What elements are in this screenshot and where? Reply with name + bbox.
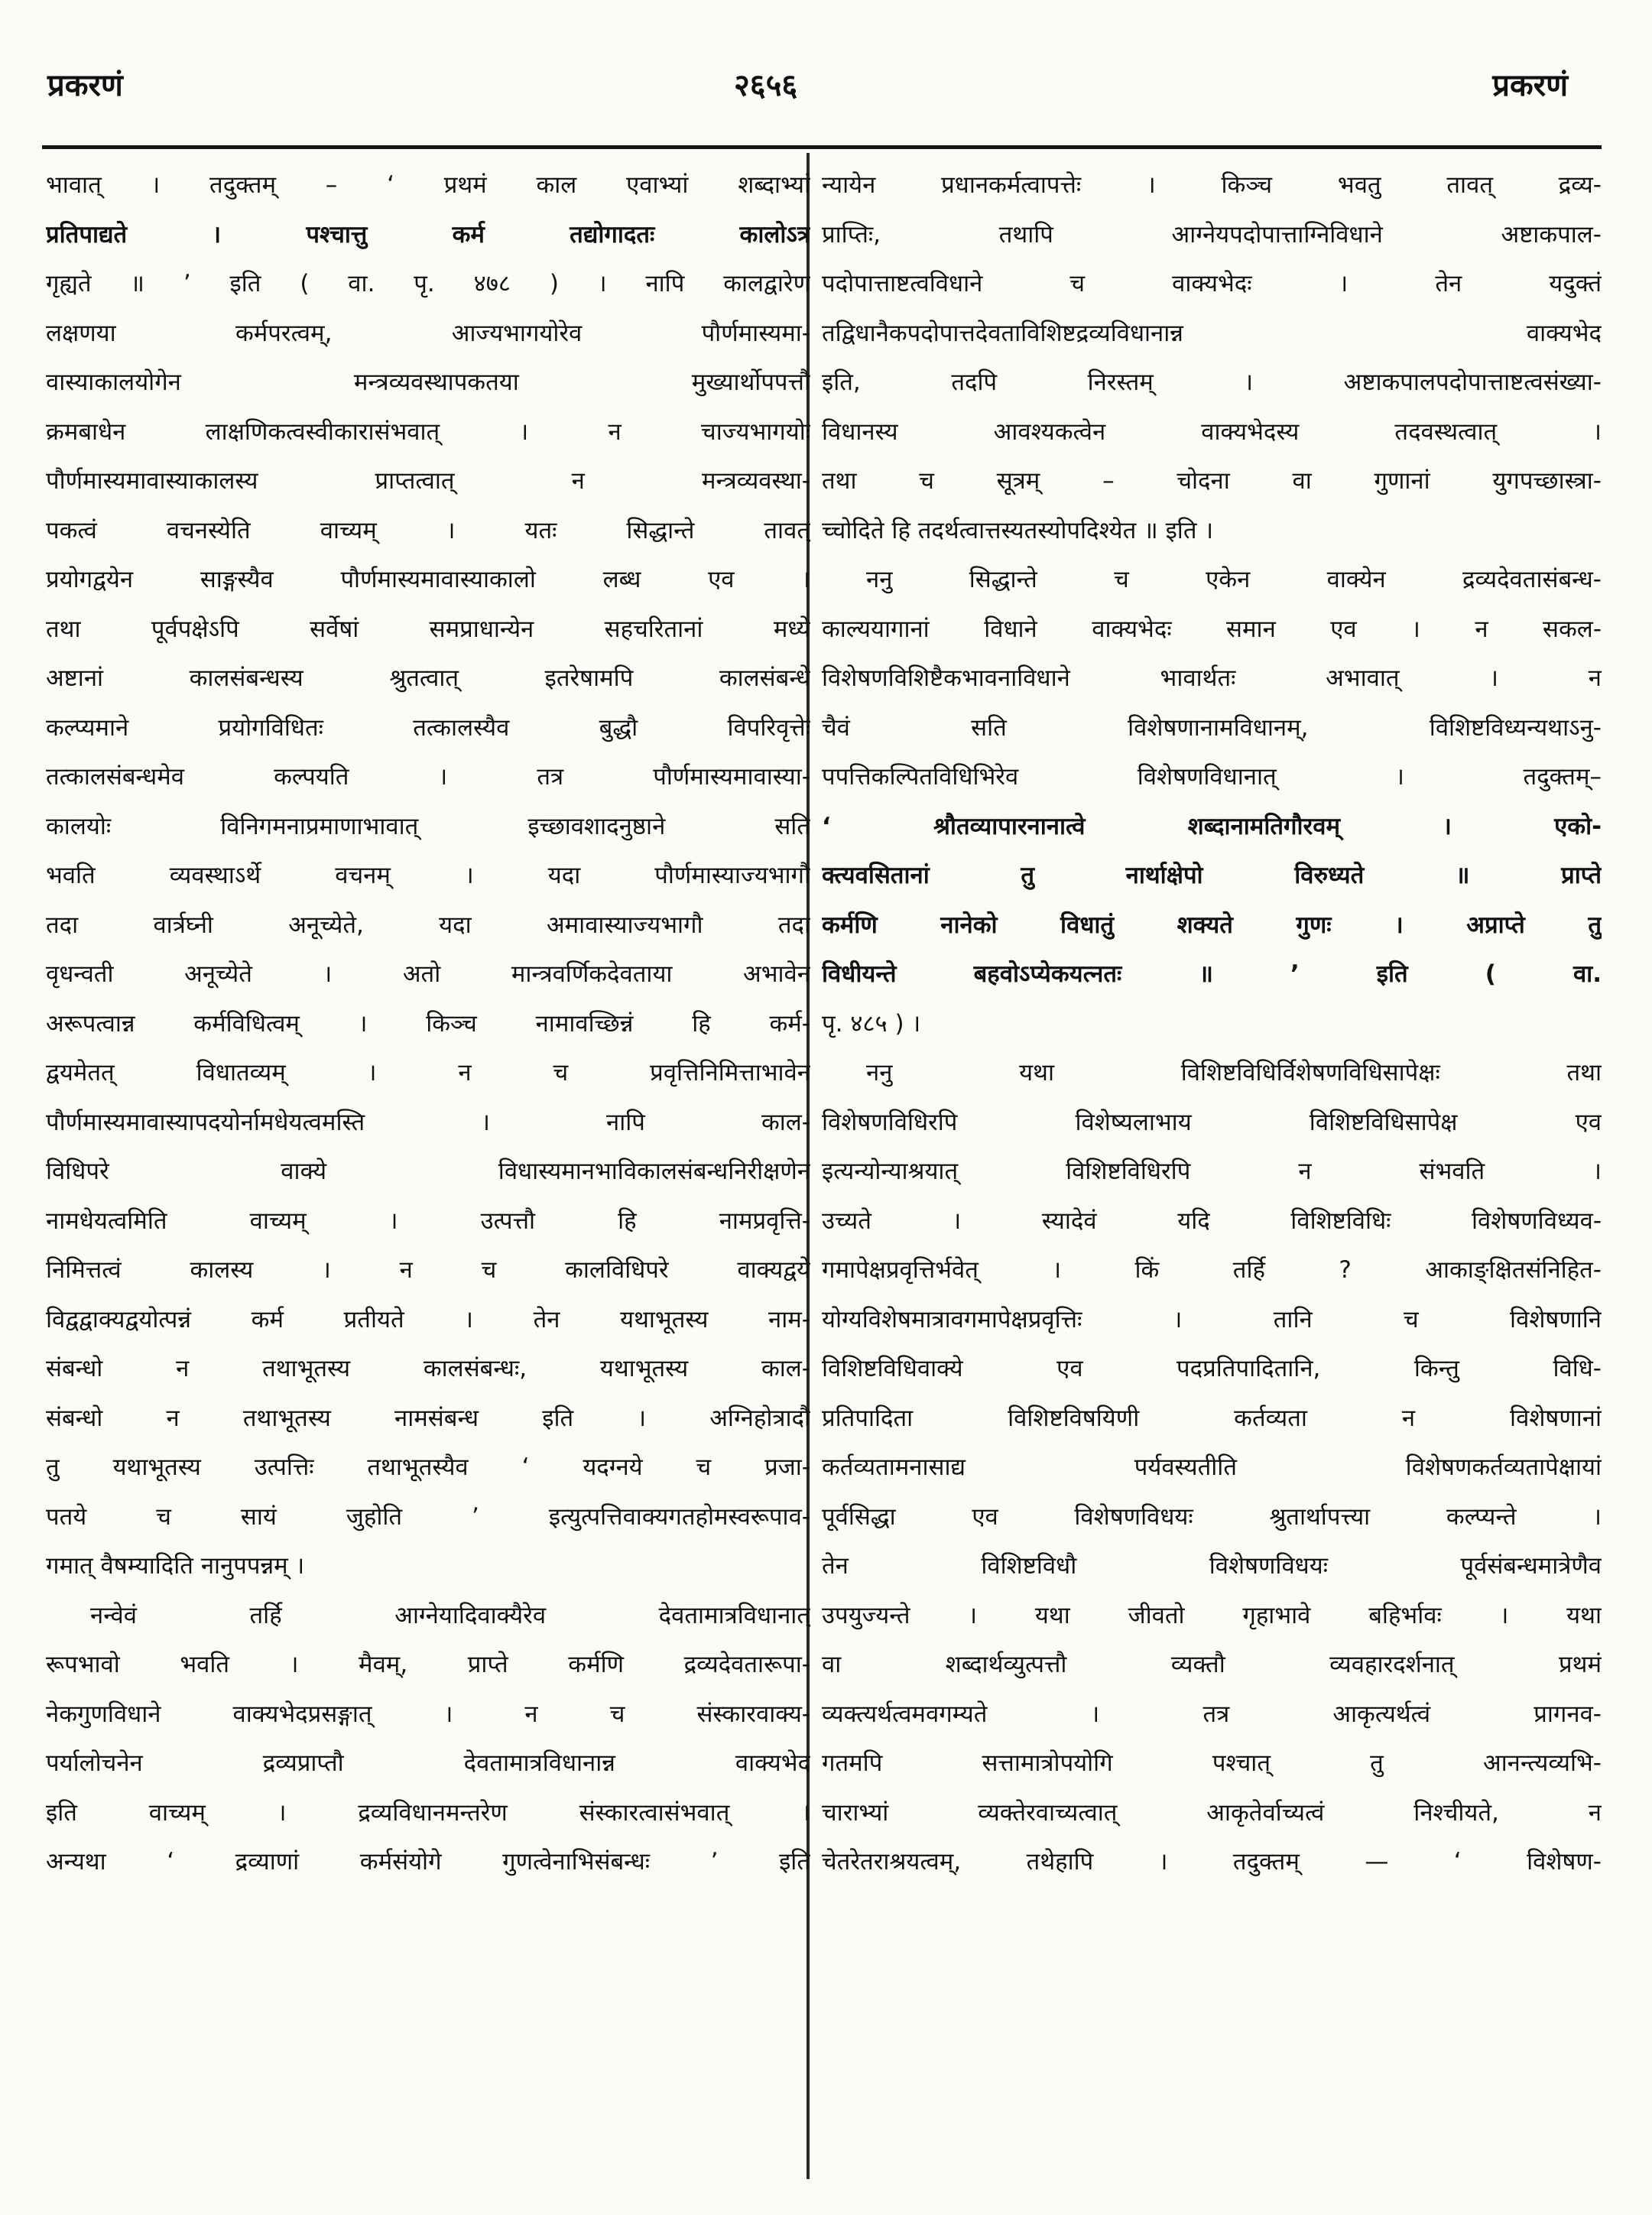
- text-line: वा शब्दार्थव्युत्पत्तौ व्यक्तौ व्यवहारदर्शनात् प्रथमं: [822, 1651, 1602, 1678]
- text-line: नेकगुणविधाने वाक्यभेदप्रसङ्गात् । न च संस्कारवाक्य-: [46, 1700, 810, 1728]
- text-line: भवति व्यवस्थाऽर्थे वचनम् । यदा पौर्णमास्याज्यभागौ: [46, 862, 810, 889]
- text-line: न्यायेन प्रधानकर्मत्वापत्तेः । किञ्च भवतु तावत् द्रव्य-: [822, 171, 1602, 199]
- text-line: रूपभावो भवति । मैवम्, प्राप्ते कर्मणि द्रव्यदेवतारूपा-: [46, 1651, 810, 1678]
- text-line: गृह्यते ॥ ’ इति ( वा. पृ. ४७८ ) । नापि कालद्वारेण: [46, 270, 810, 297]
- text-line: काल्ययागानां विधाने वाक्यभेदः समान एव । न सकल-: [822, 615, 1602, 643]
- text-line: ननु सिद्धान्ते च एकेन वाक्येन द्रव्यदेवतासंबन्ध-: [866, 566, 1602, 593]
- text-line: पतये च सायं जुहोति ’ इत्युत्पत्तिवाक्यगतहोमस्वरूपाव-: [46, 1502, 810, 1531]
- text-line: विशेषणविधिरपि विशेष्यलाभाय विशिष्टविधिसापेक्ष एव: [822, 1108, 1602, 1136]
- text-line: इति, तदपि निरस्तम् । अष्टाकपालपदोपात्ताष्टत्वसंख्या-: [822, 369, 1602, 396]
- text-line: प्रयोगद्वयेन साङ्गस्यैव पौर्णमास्यमावास्याकालो लब्ध एव ।: [46, 566, 810, 593]
- text-line: विद्वद्वाक्यद्वयोत्पन्नं कर्म प्रतीयते । तेन यथाभूतस्य नाम-: [46, 1305, 810, 1333]
- text-line: योग्यविशेषमात्रावगमापेक्षप्रवृत्तिः । तानि च विशेषणानि: [822, 1305, 1602, 1333]
- text-line: व्यक्त्यर्थत्वमवगम्यते । तत्र आकृत्यर्थत्वं प्रागनव-: [822, 1700, 1602, 1728]
- text-line: उपयुज्यन्ते । यथा जीवतो गृहाभावे बहिर्भावः । यथा: [822, 1601, 1602, 1629]
- text-line: तेन विशिष्टविधौ विशेषणविधयः पूर्वसंबन्धमात्रेणैव: [822, 1552, 1602, 1580]
- text-line: अष्टानां कालसंबन्धस्य श्रुतत्वात् इतरेषामपि कालसंबन्धे: [46, 664, 810, 692]
- text-line: अन्यथा ‘ द्रव्याणां कर्मसंयोगे गुणत्वेनाभिसंबन्धः ’ इति: [46, 1848, 810, 1876]
- text-line: क्त्यवसितानां तु नार्थाक्षेपो विरुध्यते ॥ प्राप्ते: [822, 862, 1602, 889]
- header-rule: [42, 145, 1602, 149]
- text-line: द्वयमेतत् विधातव्यम् । न च प्रवृत्तिनिमित्ताभावेन: [46, 1059, 810, 1086]
- text-line: प्राप्तिः, तथापि आग्नेयपदोपात्ताग्निविधाने अष्टाकपाल-: [822, 220, 1602, 248]
- text-line: उच्यते । स्यादेवं यदि विशिष्टविधिः विशेषणविध्यव-: [822, 1207, 1602, 1235]
- text-line: इति वाच्यम् । द्रव्यविधानमन्तरेण संस्कारत्वासंभवात् ।: [46, 1798, 810, 1827]
- left-text-column: [46, 161, 810, 2187]
- text-line: अरूपत्वान्न कर्मविधित्वम् । किञ्च नामावच्छिन्नं हि कर्म-: [46, 1009, 810, 1038]
- text-line: पपत्तिकल्पितविधिभिरेव विशेषणविधानात् । तदुक्तम्–: [822, 763, 1602, 791]
- text-line: संबन्धो न तथाभूतस्य कालसंबन्धः, यथाभूतस्य काल-: [46, 1355, 810, 1382]
- running-head-right: प्रकरणं: [1492, 68, 1568, 103]
- text-line: तथा पूर्वपक्षेऽपि सर्वेषां समप्राधान्येन सहचरितानां मध्ये: [46, 615, 810, 643]
- text-line: तु यथाभूतस्य उत्पत्तिः तथाभूतस्यैव ‘ यदग्नये च प्रजा-: [46, 1453, 810, 1481]
- text-line: लक्षणया कर्मपरत्वम्, आज्यभागयोरेव पौर्णमास्यमा-: [46, 319, 810, 347]
- text-line: गमात् वैषम्यादिति नानुपपन्नम् ।: [46, 1552, 305, 1580]
- text-line: चैवं सति विशेषणानामविधानम्, विशिष्टविध्यन्यथाऽनु-: [822, 713, 1602, 742]
- text-line: भावात् । तदुक्तम् – ‘ प्रथमं काल एवाभ्यां शब्दाभ्यां: [46, 171, 810, 199]
- text-line: विशेषणविशिष्टैकभावनाविधाने भावार्थतः अभावात् । न: [822, 664, 1602, 692]
- text-line: पृ. ४८५ ) ।: [822, 1009, 921, 1038]
- text-line: इत्यन्योन्याश्रयात् विशिष्टविधिरपि न संभवति ।: [822, 1158, 1602, 1185]
- text-line: चेतरेतराश्रयत्वम्, तथेहापि । तदुक्तम् — ‘ विशेषण-: [822, 1848, 1602, 1876]
- text-line: पूर्वसिद्धा एव विशेषणविधयः श्रुतार्थापत्त्या कल्प्यन्ते ।: [822, 1502, 1602, 1531]
- text-line: ननु यथा विशिष्टविधिर्विशेषणविधिसापेक्षः तथा: [866, 1059, 1602, 1086]
- text-line: पदोपात्ताष्टत्वविधाने च वाक्यभेदः । तेन यदुक्तं: [822, 270, 1602, 297]
- text-line: गमापेक्षप्रवृत्तिर्भवेत् । किं तर्हि ? आकाङ्क्षितसंनिहित-: [822, 1256, 1602, 1284]
- text-line: नन्वेवं तर्हि आग्नेयादिवाक्यैरेव देवतामात्रविधानात्: [90, 1601, 810, 1629]
- text-line: कल्प्यमाने प्रयोगविधितः तत्कालस्यैव बुद्धौ विपरिवृत्तेः: [46, 713, 810, 742]
- text-line: वृधन्वती अनूच्येते । अतो मान्त्रवर्णिकदेवताया अभावेन: [46, 960, 810, 988]
- text-line: तथा च सूत्रम् – चोदना वा गुणानां युगपच्छास्त्रा-: [822, 467, 1602, 495]
- text-line: ‘ श्रौतव्यापारनानात्वे शब्दानामतिगौरवम् । एको-: [822, 812, 1602, 840]
- right-text-column: [822, 161, 1602, 2187]
- text-line: संबन्धो न तथाभूतस्य नामसंबन्ध इति । अग्निहोत्रादौ: [46, 1404, 810, 1432]
- text-line: पौर्णमास्यमावास्याकालस्य प्राप्तत्वात् न मन्त्रव्यवस्था-: [46, 467, 810, 495]
- text-line: प्रतिपाद्यते । पश्चात्तु कर्म तद्योगादतः कालोऽत्र: [46, 220, 810, 248]
- text-line: नामधेयत्वमिति वाच्यम् । उत्पत्तौ हि नामप्रवृत्ति-: [46, 1207, 810, 1235]
- text-line: तद्विधानैकपदोपात्तदेवताविशिष्टद्रव्यविधानान्न वाक्यभेद: [822, 319, 1602, 347]
- text-line: कर्तव्यतामनासाद्य पर्यवस्यतीति विशेषणकर्तव्यतापेक्षायां: [822, 1453, 1602, 1481]
- text-line: निमित्तत्वं कालस्य । न च कालविधिपरे वाक्यद्वये: [46, 1256, 810, 1284]
- text-line: गतमपि सत्तामात्रोपयोगि पश्चात् तु आनन्त्यव्यभि-: [822, 1749, 1602, 1777]
- text-line: विशिष्टविधिवाक्ये एव पदप्रतिपादितानि, किन्तु विधि-: [822, 1355, 1602, 1382]
- text-line: चाराभ्यां व्यक्तेरवाच्यत्वात् आकृतेर्वाच्यत्वं निश्चीयते, न: [822, 1798, 1602, 1827]
- text-line: विधिपरे वाक्ये विधास्यमानभाविकालसंबन्धनिरीक्षणेन: [46, 1158, 810, 1185]
- text-line: पर्यालोचनेन द्रव्यप्राप्तौ देवतामात्रविधानान्न वाक्यभेद: [46, 1749, 810, 1777]
- text-line: कर्मणि नानेको विधातुं शक्यते गुणः । अप्राप्ते तु: [822, 911, 1602, 939]
- text-line: विधानस्य आवश्यकत्वेन वाक्यभेदस्य तदवस्थत्वात् ।: [822, 417, 1602, 446]
- text-line: कालयोः विनिगमनाप्रमाणाभावात् इच्छावशादनुष्ठाने सति: [46, 812, 810, 840]
- text-line: क्रमबाधेन लाक्षणिकत्वस्वीकारासंभवात् । न चाज्यभागयोः: [46, 417, 810, 446]
- text-line: तदा वार्त्रघ्नी अनूच्येते, यदा अमावास्याज्यभागौ तदा: [46, 911, 810, 939]
- text-line: च्चोदिते हि तदर्थत्वात्तस्यतस्योपदिश्येत ॥ इति ।: [822, 516, 1214, 544]
- text-line: पकत्वं वचनस्येति वाच्यम् । यतः सिद्धान्ते तावत्: [46, 516, 810, 544]
- text-line: तत्कालसंबन्धमेव कल्पयति । तत्र पौर्णमास्यमावास्या-: [46, 763, 810, 791]
- text-line: प्रतिपादिता विशिष्टविषयिणी कर्तव्यता न विशेषणानां: [822, 1404, 1602, 1432]
- text-line: पौर्णमास्यमावास्यापदयोर्नामधेयत्वमस्ति । नापि काल-: [46, 1108, 810, 1136]
- running-head-left: प्रकरणं: [47, 68, 123, 103]
- text-line: विधीयन्ते बहवोऽप्येकयत्नतः ॥ ’ इति ( वा.: [822, 960, 1602, 988]
- text-line: वास्याकालयोगेन मन्त्रव्यवस्थापकतया मुख्यार्थोपपत्तौ: [46, 369, 810, 396]
- page-number: २६५६: [734, 68, 798, 103]
